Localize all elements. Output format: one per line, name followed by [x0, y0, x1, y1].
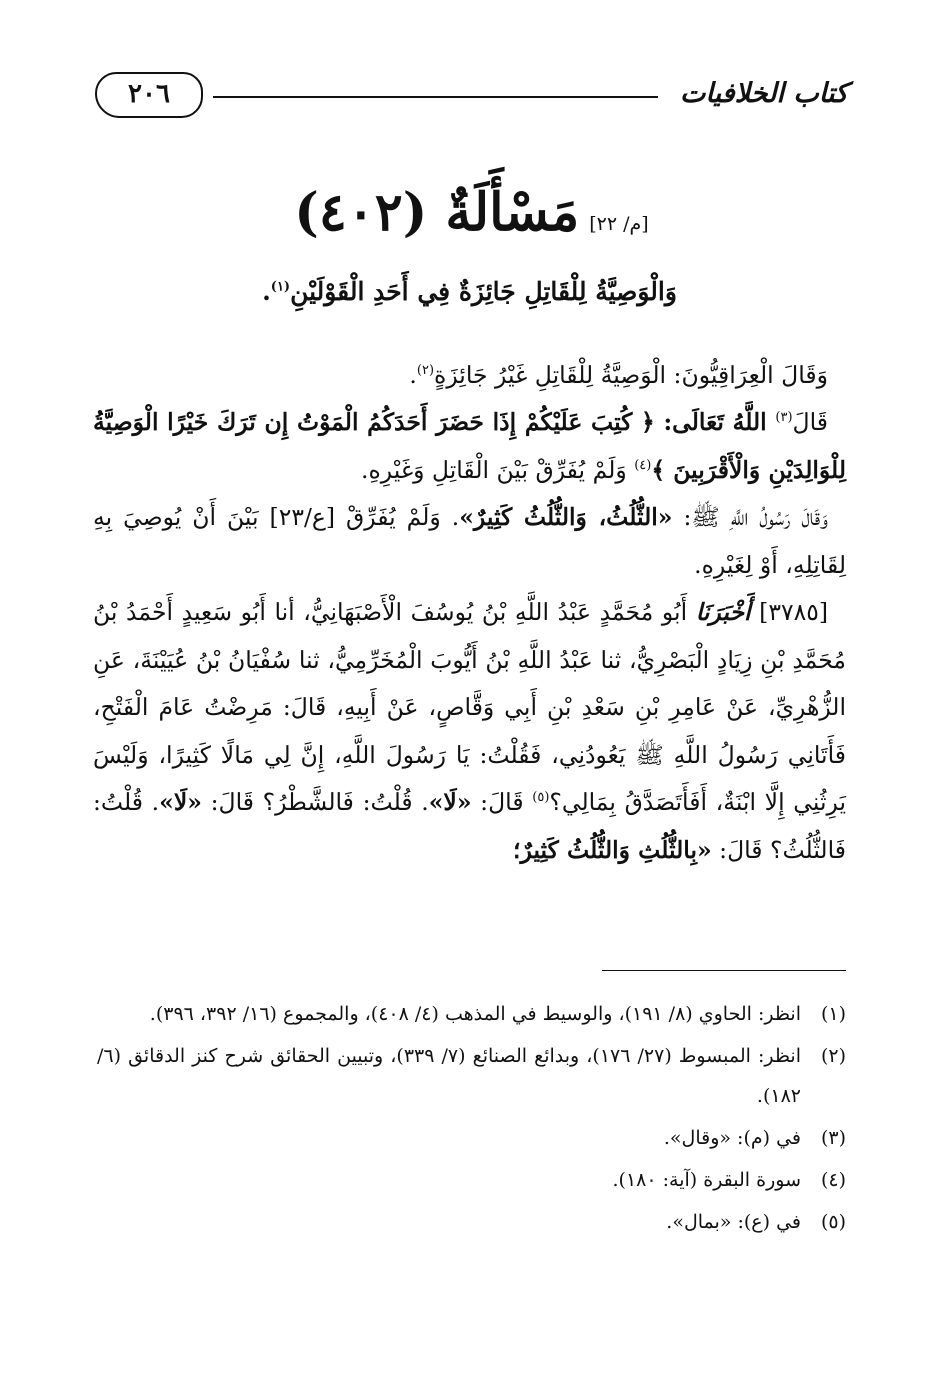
masala-heading: مَسْأَلَةٌ (٤٠٢)	[294, 182, 580, 243]
running-header	[95, 68, 848, 128]
lead-statement: وَالْوَصِيَّةُ لِلْقَاتِلِ جَائِزَةٌ فِي أَحَدِ الْقَوْلَيْنِ$^{(١)}$.	[262, 277, 677, 306]
footnote-ref-2: (٢)	[416, 362, 435, 378]
footnote-ref-1: (١)	[270, 279, 291, 295]
footnotes	[97, 994, 846, 1244]
footnote: (٣) في (م): «وقال».	[663, 1127, 846, 1149]
main-text	[93, 268, 846, 874]
footnote-ref-5: (٥)	[532, 790, 550, 806]
paragraph-isnad: [٣٧٨٥] أَخْبَرَنَا أَبُو مُحَمَّدٍ عَبْدُ اللَّهِ بْنُ يُوسُفَ الْأَصْبَهَانِيُّ، أنا أَبُو سَعِيدٍ أَحْمَدُ بْنُ مُحَمَّدِ بْنِ زِيَادٍ الْبَصْرِيُّ، ثنا عَبْدُ اللَّهِ بْنُ أَيُّوبَ الْمُخَرِّمِيُّ، ثنا سُفْيَانُ بْنُ عُيَيْنَةَ، عَنِ الزُّهْرِيِّ، عَنْ عَامِرِ بْنِ سَعْدِ بْنِ أَبِي وَقَّاصٍ، عَنْ أَبِيهِ، قَالَ: مَرِضْتُ عَامَ الْفَتْحِ، فَأَتَانِي رَسُولُ اللَّهِ ﷺ يَعُودُنِي، فَقُلْتُ: يَا رَسُولَ اللَّهِ، إِنَّ لِي مَالًا كَثِيرًا، وَلَيْسَ يَرِثُنِي إِلَّا ابْنَةٌ، أَفَأَتَصَدَّقُ بِمَالِي؟$^{(٥)}$ قَالَ: «لَا». قُلْتُ: فَالشَّطْرُ؟ قَالَ: «لَا». قُلْتُ: فَالثُّلُثُ؟ قَالَ: «بِالثُّلُثِ وَالثُّلُثُ كَثِيرٌ؛	[93, 598, 846, 864]
footnote: (٥) في (ع): «بمال».	[666, 1211, 846, 1233]
footnote-separator	[602, 970, 846, 971]
paragraph-iraqiyyun: وَقَالَ الْعِرَاقِيُّونَ: الْوَصِيَّةُ لِلْقَاتِلِ غَيْرُ جَائِزَةٍ$^{(٢)}$.	[409, 360, 828, 389]
masala-title	[90, 170, 853, 260]
manuscript-reference: [م/ ٢٢]	[589, 213, 649, 235]
footnote-ref-4: (٤)	[634, 457, 652, 473]
header-rule	[213, 96, 658, 98]
page-number: ٢٠٦	[95, 72, 203, 118]
footnote-ref-3: (٣)	[775, 410, 793, 426]
footnote: (٢) انظر: المبسوط (٢٧/ ١٧٦)، وبدائع الصنائع (٧/ ٣٣٩)، وتبيين الحقائق شرح كنز الدقائق (٦/ ١٨٢).	[97, 1045, 846, 1107]
paragraph-hadith: وَقَالَ رَسُولُ اللَّهِ ﷺ: «الثُّلُثُ، وَالثُّلُثُ كَثِيرٌ». وَلَمْ يُفَرِّقْ [ع/٢٣] بَيْنَ أَنْ يُوصِيَ بِهِ لِقَاتِلِهِ، أَوْ لِغَيْرِهِ.	[93, 503, 846, 579]
footnote: (١) انظر: الحاوي (٨/ ١٩١)، والوسيط في المذهب (٤/ ٤٠٨)، والمجموع (١٦/ ٣٩٢، ٣٩٦).	[149, 1003, 846, 1025]
paragraph-quran-verse: قَالَ$^{(٣)}$ اللَّهُ تَعَالَى: ﴿ كُتِبَ عَلَيْكُمْ إِذَا حَضَرَ أَحَدَكُمُ الْمَوْتُ إِن تَرَكَ خَيْرًا الْوَصِيَّةُ لِلْوَالِدَيْنِ وَالْأَقْرَبِينَ ﴾$^{(٤)}$ وَلَمْ يُفَرِّقْ بَيْنَ الْقَاتِلِ وَغَيْرِهِ.	[93, 408, 846, 484]
book-title: كتاب الخلافيات	[679, 78, 848, 109]
footnote: (٤) سورة البقرة (آية: ١٨٠).	[612, 1169, 846, 1191]
